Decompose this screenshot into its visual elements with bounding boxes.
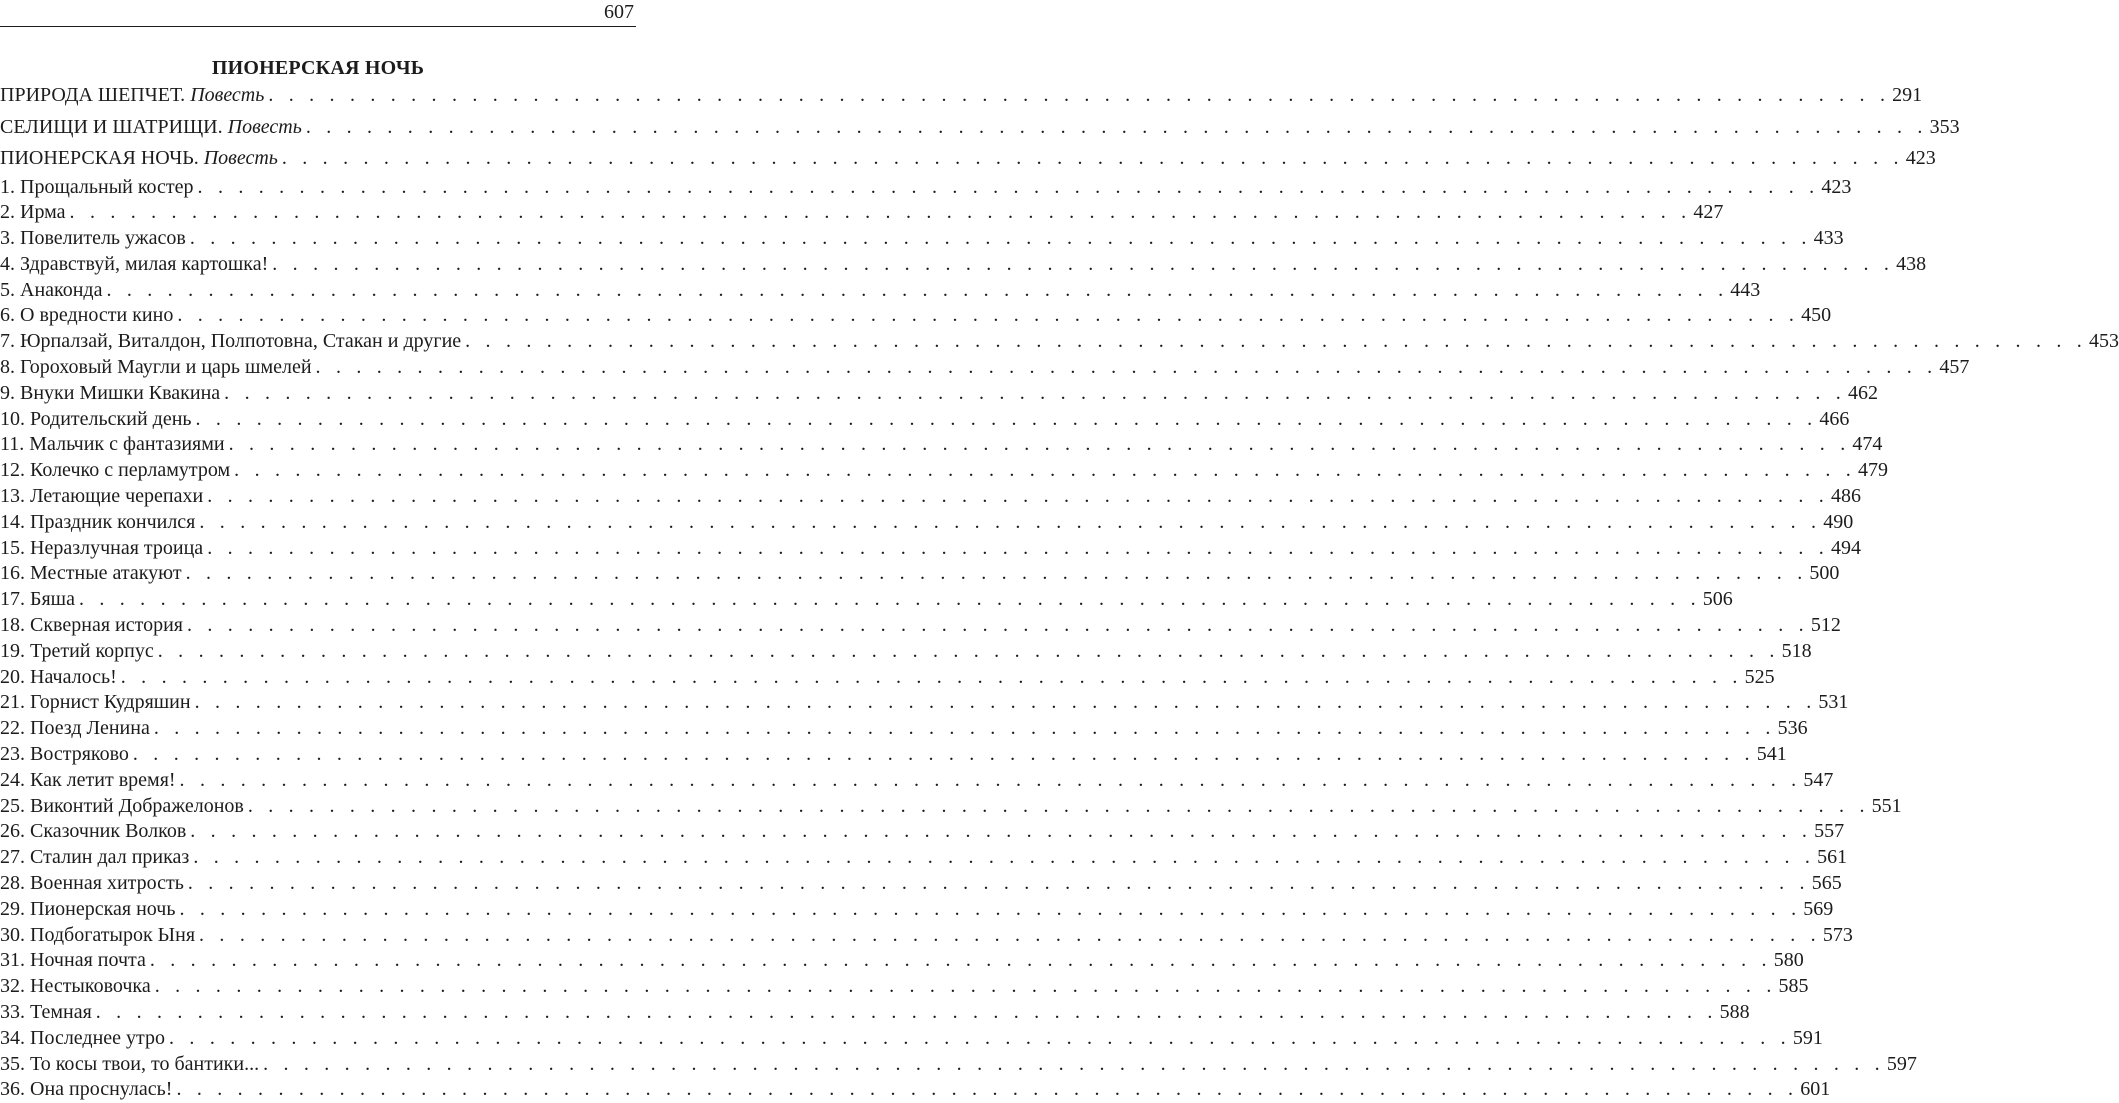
header-rule [0,26,636,27]
toc-entry-genre: Повесть [203,147,278,169]
dot-leader: . . . . . . . . . . . . . . . . . . . . . . . . . . . . . . . . . . . . . . . . . . . . . . . . . . . . . . . . . . . . . . . . . . . . . . . . . . . . . . . . [197,175,1820,198]
dot-leader: . . . . . . . . . . . . . . . . . . . . . . . . . . . . . . . . . . . . . . . . . . . . . . . . . . . . . . . . . . . . . . . . . . . . . . . . . . . . . . . . [228,433,1851,456]
dot-leader: . . . . . . . . . . . . . . . . . . . . . . . . . . . . . . . . . . . . . . . . . . . . . . . . . . . . . . . . . . . . . . . . . . . . . . . . . . . . . . . . [268,84,1891,106]
toc-entry-page: 353 [1929,115,1960,138]
toc-entry-title: 35. То косы твои, то бантики... [0,1052,260,1075]
toc-entry-title: 23. Востряково [0,743,129,766]
toc-entry-page: 479 [1857,459,1888,482]
toc-entry-title: 33. Темная [0,1001,92,1023]
toc-entry-title: 12. Колечко с перламутром [0,459,231,482]
toc-entry-title: 17. Бяша [0,588,75,611]
table-of-contents [0,80,2119,1103]
dot-leader: . . . . . . . . . . . . . . . . . . . . . . . . . . . . . . . . . . . . . . . . . . . . . . . . . . . . . . . . . . . . . . . . . . . . . . . . . . . . . . . . [69,201,1692,224]
toc-entry-title: 11. Мальчик с фантазиями [0,433,225,456]
toc-entry-page: 433 [1813,227,1844,250]
toc-entry-page: 438 [1896,252,1927,275]
toc-entry [0,252,1927,278]
toc-entry-genre: Повесть [190,84,265,106]
toc-entry-title: 20. Началось! [0,665,117,688]
dot-leader: . . . . . . . . . . . . . . . . . . . . . . . . . . . . . . . . . . . . . . . . . . . . . . . . . . . . . . . . . . . . . . . . . . . . . . . . . . . . . . . . [106,278,1729,301]
toc-entry [0,484,1861,510]
toc-entry [0,432,1883,458]
toc-entry-title: 1. Прощальный костер [0,175,194,198]
toc-entry-page: 423 [1821,175,1852,198]
toc-entry [0,845,1848,871]
dot-leader: . . . . . . . . . . . . . . . . . . . . . . . . . . . . . . . . . . . . . . . . . . . . . . . . . . . . . . . . . . . . . . . . . . . . . . . . . . . . . . . . [224,381,1846,404]
toc-entry [0,871,1842,897]
dot-leader: . . . . . . . . . . . . . . . . . . . . . . . . . . . . . . . . . . . . . . . . . . . . . . . . . . . . . . . . . . . . . . . . . . . . . . . . . . . . . . . . [132,743,1755,766]
dot-leader: . . . . . . . . . . . . . . . . . . . . . . . . . . . . . . . . . . . . . . . . . . . . . . . . . . . . . . . . . . . . . . . . . . . . . . . . . . . . . . . . [281,147,1904,169]
toc-entry [0,536,1861,562]
dot-leader: . . . . . . . . . . . . . . . . . . . . . . . . . . . . . . . . . . . . . . . . . . . . . . . . . . . . . . . . . . . . . . . . . . . . . . . . . . . . . . . . [177,304,1800,327]
toc-entry-page: 457 [1939,356,1970,379]
toc-entry [0,794,1902,820]
toc-entry-page: 536 [1777,717,1808,740]
toc-entry [0,458,1888,484]
dot-leader: . . . . . . . . . . . . . . . . . . . . . . . . . . . . . . . . . . . . . . . . . . . . . . . . . . . . . . . . . . . . . . . . . . . . . . . . . . . . . . . . [190,820,1813,843]
toc-entry-page: 427 [1693,201,1724,224]
toc-entry [0,112,1960,144]
toc-entry-page: 541 [1756,743,1787,766]
toc-entry-page: 561 [1817,846,1848,869]
toc-entry-title: 14. Праздник кончился [0,510,196,533]
toc-entry [0,690,1849,716]
toc-entry-genre: Повесть [227,115,302,138]
toc-entry [0,1077,1831,1103]
dot-leader: . . . . . . . . . . . . . . . . . . . . . . . . . . . . . . . . . . . . . . . . . . . . . . . . . . . . . . . . . . . . . . . . . . . . . . . . . . . . . . . . [157,639,1780,662]
toc-entry-page: 462 [1847,381,1878,404]
dot-leader: . . . . . . . . . . . . . . . . . . . . . . . . . . . . . . . . . . . . . . . . . . . . . . . . . . . . . . . . . . . . . . . . . . . . . . . . . . . . . . . . [185,562,1808,585]
toc-entry-title: 7. Юрпалзай, Виталдон, Полпотовна, Стакан и другие [0,330,462,353]
toc-entry-page: 450 [1801,304,1832,327]
toc-entry-title: 27. Сталин дал приказ [0,846,190,869]
toc-entry-title: 3. Повелитель ужасов [0,227,186,250]
toc-entry-title: 18. Скверная история [0,614,183,637]
dot-leader: . . . . . . . . . . . . . . . . . . . . . . . . . . . . . . . . . . . . . . . . . . . . . . . . . . . . . . . . . . . . . . . . . . . . . . . . . . . . . . . . [305,115,1928,138]
toc-entry [0,329,2119,355]
toc-entry-page: 551 [1871,794,1902,817]
toc-entry-title: 21. Горнист Кудряшин [0,691,191,714]
toc-entry-page: 466 [1819,407,1850,430]
toc-entry [0,226,1844,252]
toc-entry [0,510,1854,536]
toc-entry-page: 573 [1822,923,1853,946]
toc-entry-title: 26. Сказочник Волков [0,820,187,843]
toc-entry [0,1000,1750,1026]
toc-entry-page: 506 [1702,588,1733,611]
toc-entry-page: 525 [1744,665,1775,688]
toc-entry-title: 5. Анаконда [0,278,103,301]
toc-entry-title: 24. Как летит время! [0,768,176,791]
toc-entry-title: 16. Местные атакуют [0,562,182,585]
toc-entry-page: 565 [1811,872,1842,895]
dot-leader: . . . . . . . . . . . . . . . . . . . . . . . . . . . . . . . . . . . . . . . . . . . . . . . . . . . . . . . . . . . . . . . . . . . . . . . . . . . . . . . . [189,227,1812,250]
toc-entry-title: 6. О вредности кино [0,304,174,327]
toc-entry-title: 34. Последнее утро [0,1026,166,1049]
dot-leader: . . . . . . . . . . . . . . . . . . . . . . . . . . . . . . . . . . . . . . . . . . . . . . . . . . . . . . . . . . . . . . . . . . . . . . . . . . . . . . . . [187,872,1810,895]
dot-leader: . . . . . . . . . . . . . . . . . . . . . . . . . . . . . . . . . . . . . . . . . . . . . . . . . . . . . . . . . . . . . . . . . . . . . . . . . . . . . . . . [187,614,1809,637]
toc-entry-page: 597 [1886,1052,1917,1075]
dot-leader: . . . . . . . . . . . . . . . . . . . . . . . . . . . . . . . . . . . . . . . . . . . . . . . . . . . . . . . . . . . . . . . . . . . . . . . . . . . . . . . . [95,1001,1718,1023]
dot-leader: . . . . . . . . . . . . . . . . . . . . . . . . . . . . . . . . . . . . . . . . . . . . . . . . . . . . . . . . . . . . . . . . . . . . . . . . . . . . . . . . [176,1078,1799,1101]
toc-entry-page: 601 [1800,1078,1831,1101]
toc-entry [0,278,1761,304]
toc-entry-page: 500 [1809,562,1840,585]
toc-entry [0,407,1850,433]
section-title: ПИОНЕРСКАЯ НОЧЬ [211,57,425,79]
toc-entry-title: 32. Нестыковочка [0,975,151,998]
toc-entry [0,665,1775,691]
toc-entry-title: 25. Виконтий Дображелонов [0,794,244,817]
toc-entry-title: ПИОНЕРСКАЯ НОЧЬ. [0,147,199,169]
toc-entry-title: 9. Внуки Мишки Квакина [0,381,221,404]
toc-entry-title: 30. Подбогатырок Ыня [0,923,196,946]
toc-entry-page: 291 [1892,84,1923,106]
dot-leader: . . . . . . . . . . . . . . . . . . . . . . . . . . . . . . . . . . . . . . . . . . . . . . . . . . . . . . . . . . . . . . . . . . . . . . . . . . . . . . . . [272,252,1895,275]
dot-leader: . . . . . . . . . . . . . . . . . . . . . . . . . . . . . . . . . . . . . . . . . . . . . . . . . . . . . . . . . . . . . . . . . . . . . . . . . . . . . . . . [149,949,1772,972]
toc-entry [0,175,1852,201]
toc-entry-page: 531 [1818,691,1849,714]
dot-leader: . . . . . . . . . . . . . . . . . . . . . . . . . . . . . . . . . . . . . . . . . . . . . . . . . . . . . . . . . . . . . . . . . . . . . . . . . . . . . . . . [154,975,1777,998]
toc-entry [0,355,1970,381]
toc-entry [0,639,1812,665]
toc-entry-title: 19. Третий корпус [0,639,154,662]
dot-leader: . . . . . . . . . . . . . . . . . . . . . . . . . . . . . . . . . . . . . . . . . . . . . . . . . . . . . . . . . . . . . . . . . . . . . . . . . . . . . . . . [199,510,1822,533]
dot-leader: . . . . . . . . . . . . . . . . . . . . . . . . . . . . . . . . . . . . . . . . . . . . . . . . . . . . . . . . . . . . . . . . . . . . . . . . . . . . . . . . [78,588,1701,611]
toc-entry [0,716,1808,742]
toc-entry-title: СЕЛИЩИ И ШАТРИЩИ. [0,115,223,138]
toc-entry-page: 518 [1781,639,1812,662]
toc-entry [0,768,1834,794]
toc-entry-page: 443 [1730,278,1761,301]
dot-leader: . . . . . . . . . . . . . . . . . . . . . . . . . . . . . . . . . . . . . . . . . . . . . . . . . . . . . . . . . . . . . . . . . . . . . . . . . . . . . . . . [207,536,1829,559]
toc-entry-title: 2. Ирма [0,201,66,224]
toc-entry-title: 22. Поезд Ленина [0,717,150,740]
toc-entry [0,1026,1823,1052]
toc-entry-title: 8. Гороховый Маугли и царь шмелей [0,356,312,379]
toc-entry [0,974,1809,1000]
toc-entry [0,948,1804,974]
toc-entry [0,819,1845,845]
toc-entry-page: 453 [2088,330,2119,353]
toc-entry [0,381,1878,407]
dot-leader: . . . . . . . . . . . . . . . . . . . . . . . . . . . . . . . . . . . . . . . . . . . . . . . . . . . . . . . . . . . . . . . . . . . . . . . . . . . . . . . . [153,717,1776,740]
toc-entry-page: 474 [1852,433,1883,456]
toc-entry [0,923,1853,949]
toc-entry [0,561,1840,587]
dot-leader: . . . . . . . . . . . . . . . . . . . . . . . . . . . . . . . . . . . . . . . . . . . . . . . . . . . . . . . . . . . . . . . . . . . . . . . . . . . . . . . . [179,897,1802,920]
toc-entry [0,200,1724,226]
toc-entry [0,80,1923,112]
toc-entry [0,742,1787,768]
toc-entry-page: 423 [1905,147,1936,169]
toc-entry-page: 547 [1803,768,1834,791]
dot-leader: . . . . . . . . . . . . . . . . . . . . . . . . . . . . . . . . . . . . . . . . . . . . . . . . . . . . . . . . . . . . . . . . . . . . . . . . . . . . . . . . [179,768,1802,791]
page-number: 607 [604,1,634,23]
dot-leader: . . . . . . . . . . . . . . . . . . . . . . . . . . . . . . . . . . . . . . . . . . . . . . . . . . . . . . . . . . . . . . . . . . . . . . . . . . . . . . . . [120,665,1743,688]
toc-entry-page: 569 [1803,897,1834,920]
toc-entry-title: 15. Неразлучная троица [0,536,204,559]
toc-entry-title: 31. Ночная почта [0,949,146,972]
toc-entry [0,587,1733,613]
toc-entry-page: 512 [1810,614,1841,637]
toc-entry-page: 585 [1778,975,1809,998]
dot-leader: . . . . . . . . . . . . . . . . . . . . . . . . . . . . . . . . . . . . . . . . . . . . . . . . . . . . . . . . . . . . . . . . . . . . . . . . . . . . . . . . [193,846,1816,869]
toc-entry-title: 36. Она проснулась! [0,1078,173,1101]
dot-leader: . . . . . . . . . . . . . . . . . . . . . . . . . . . . . . . . . . . . . . . . . . . . . . . . . . . . . . . . . . . . . . . . . . . . . . . . . . . . . . . . [247,794,1870,817]
toc-entry-title: 10. Родительский день [0,407,192,430]
toc-entry [0,143,1936,175]
dot-leader: . . . . . . . . . . . . . . . . . . . . . . . . . . . . . . . . . . . . . . . . . . . . . . . . . . . . . . . . . . . . . . . . . . . . . . . . . . . . . . . . [263,1052,1885,1075]
toc-entry [0,613,1841,639]
toc-entry-title: 28. Военная хитрость [0,872,184,895]
toc-entry-title: ПРИРОДА ШЕПЧЕТ. [0,84,186,106]
dot-leader: . . . . . . . . . . . . . . . . . . . . . . . . . . . . . . . . . . . . . . . . . . . . . . . . . . . . . . . . . . . . . . . . . . . . . . . . . . . . . . . . [234,459,1856,482]
dot-leader: . . . . . . . . . . . . . . . . . . . . . . . . . . . . . . . . . . . . . . . . . . . . . . . . . . . . . . . . . . . . . . . . . . . . . . . . . . . . . . . . [207,485,1829,508]
toc-entry-page: 494 [1831,536,1861,559]
dot-leader: . . . . . . . . . . . . . . . . . . . . . . . . . . . . . . . . . . . . . . . . . . . . . . . . . . . . . . . . . . . . . . . . . . . . . . . . . . . . . . . . [195,407,1818,430]
dot-leader: . . . . . . . . . . . . . . . . . . . . . . . . . . . . . . . . . . . . . . . . . . . . . . . . . . . . . . . . . . . . . . . . . . . . . . . . . . . . . . . . [194,691,1817,714]
toc-entry-page: 580 [1773,949,1804,972]
toc-entry-page: 490 [1823,510,1854,533]
dot-leader: . . . . . . . . . . . . . . . . . . . . . . . . . . . . . . . . . . . . . . . . . . . . . . . . . . . . . . . . . . . . . . . . . . . . . . . . . . . . . . . . [199,923,1821,946]
toc-entry-title: 29. Пионерская ночь [0,897,176,920]
toc-entry [0,1052,1917,1078]
toc-entry [0,303,1832,329]
dot-leader: . . . . . . . . . . . . . . . . . . . . . . . . . . . . . . . . . . . . . . . . . . . . . . . . . . . . . . . . . . . . . . . . . . . . . . . . . . . . . . . . [169,1026,1791,1049]
toc-entry-page: 557 [1814,820,1845,843]
dot-leader: . . . . . . . . . . . . . . . . . . . . . . . . . . . . . . . . . . . . . . . . . . . . . . . . . . . . . . . . . . . . . . . . . . . . . . . . . . . . . . . . [315,356,1938,379]
toc-entry-page: 486 [1831,485,1861,508]
toc-entry-page: 591 [1792,1026,1823,1049]
toc-entry-page: 588 [1719,1001,1750,1023]
dot-leader: . . . . . . . . . . . . . . . . . . . . . . . . . . . . . . . . . . . . . . . . . . . . . . . . . . . . . . . . . . . . . . . . . . . . . . . . . . . . . . . . [465,330,2087,353]
toc-entry-title: 4. Здравствуй, милая картошка! [0,252,269,275]
toc-entry [0,897,1834,923]
toc-entry-title: 13. Летающие черепахи [0,485,204,508]
